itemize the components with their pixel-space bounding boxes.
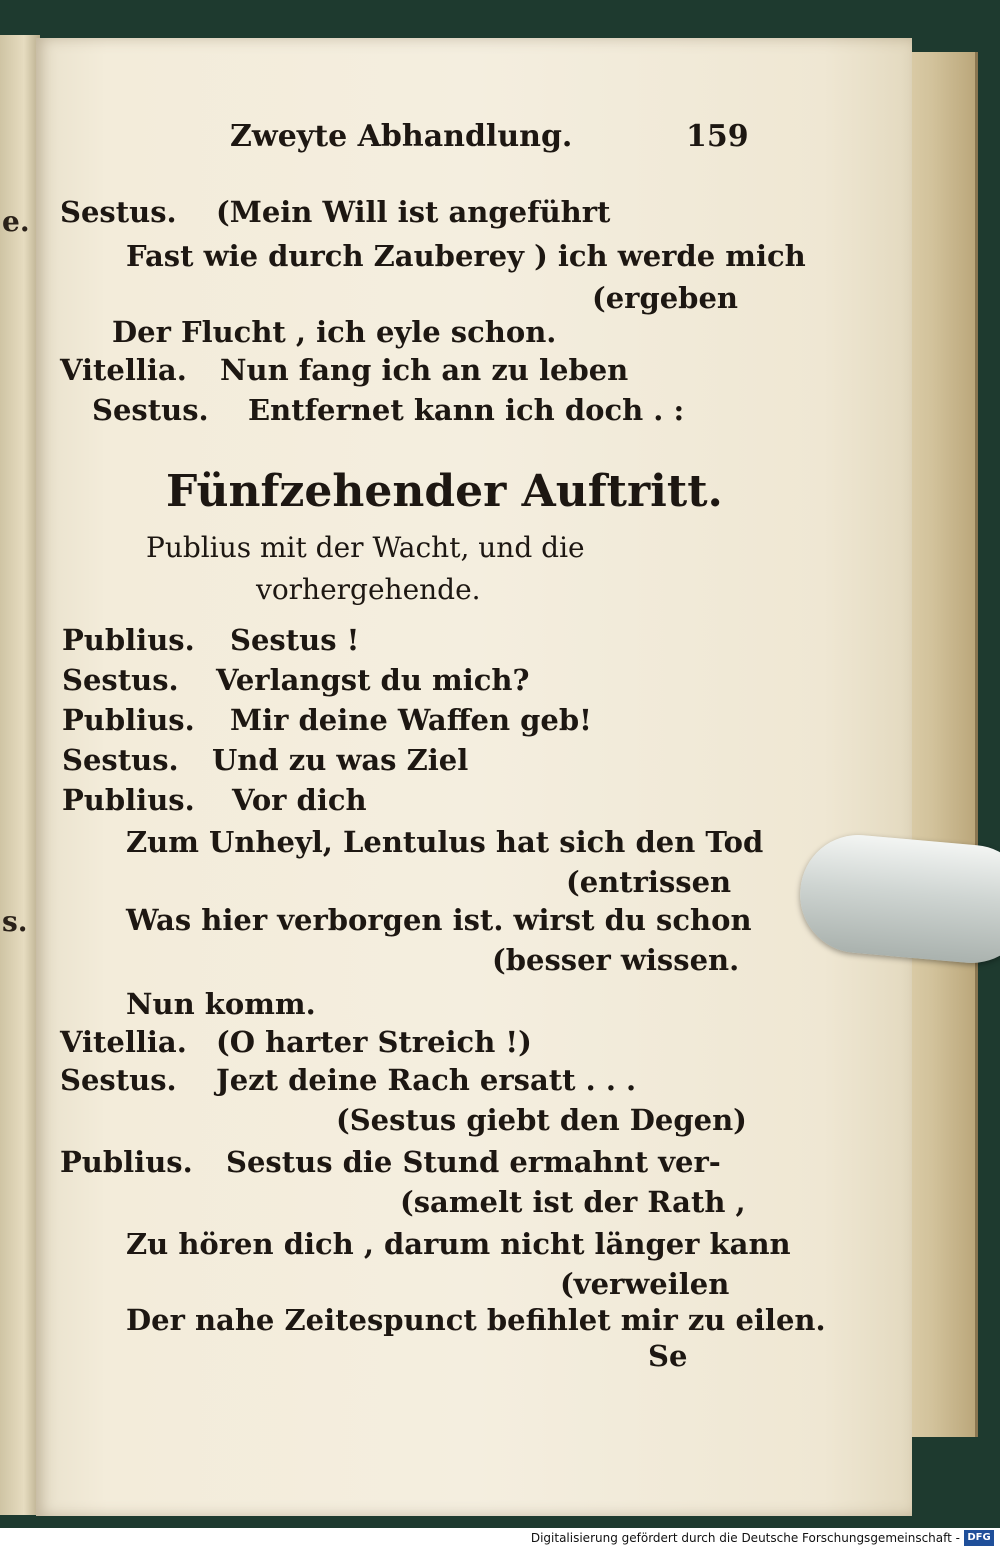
verse-line: Vor dich: [232, 783, 367, 817]
book-page: [36, 38, 912, 1516]
dfg-logo: DFG: [964, 1530, 994, 1546]
verse-line: Was hier verborgen ist. wirst du schon: [126, 903, 752, 937]
verse-continuation: (besser wissen.: [492, 943, 740, 977]
speaker-label: Vitellia.: [60, 353, 187, 387]
speaker-label: Publius.: [62, 783, 195, 817]
verse-line: Jezt deine Rach ersatt . . .: [216, 1063, 637, 1097]
speaker-label: Sestus.: [92, 393, 209, 427]
speaker-label: Sestus.: [60, 1063, 177, 1097]
running-title: Zweyte Abhandlung.: [230, 119, 573, 154]
verse-continuation: (verweilen: [560, 1267, 730, 1301]
scene-subtitle: Publius mit der Wacht, und die: [146, 531, 585, 564]
margin-mark: s.: [2, 905, 28, 938]
speaker-label: Publius.: [62, 703, 195, 737]
speaker-label: Sestus.: [62, 663, 179, 697]
page-number: 159: [686, 119, 749, 154]
verse-continuation: (entrissen: [566, 865, 732, 899]
speaker-label: Sestus.: [60, 195, 177, 229]
facing-page-edge: [0, 35, 40, 1515]
verse-continuation: (samelt ist der Rath ,: [400, 1185, 746, 1219]
catchword: Se: [648, 1339, 688, 1373]
verse-line: Sestus die Stund ermahnt ver-: [226, 1145, 721, 1179]
speaker-label: Publius.: [62, 623, 195, 657]
stage-direction: (Sestus giebt den Degen): [336, 1103, 747, 1137]
verse-continuation: (ergeben: [592, 281, 738, 315]
verse-line: Verlangst du mich?: [216, 663, 530, 697]
verse-line: Zu hören dich , darum nicht länger kann: [126, 1227, 791, 1261]
verse-line: Entfernet kann ich doch . :: [248, 393, 685, 427]
verse-line: (Mein Will ist angeführt: [216, 195, 611, 229]
verse-line: Mir deine Waffen geb!: [230, 703, 592, 737]
verse-line: (O harter Streich !): [216, 1025, 532, 1059]
speaker-label: Publius.: [60, 1145, 193, 1179]
margin-mark: e.: [2, 205, 30, 238]
verse-line: Und zu was Ziel: [212, 743, 469, 777]
verse-line: Fast wie durch Zauberey ) ich werde mich: [126, 239, 806, 273]
scene-subtitle: vorhergehende.: [256, 573, 481, 606]
verse-line: Nun fang ich an zu leben: [220, 353, 629, 387]
scene-title: Fünfzehender Auftritt.: [166, 466, 723, 517]
verse-line: Nun komm.: [126, 987, 316, 1021]
speaker-label: Sestus.: [62, 743, 179, 777]
verse-line: Sestus !: [230, 623, 360, 657]
speaker-label: Vitellia.: [60, 1025, 187, 1059]
verse-line: Zum Unheyl, Lentulus hat sich den Tod: [126, 825, 764, 859]
digitization-credit: Digitalisierung gefördert durch die Deutsche Forschungsgemeinschaft -: [530, 1531, 960, 1545]
verse-line: Der nahe Zeitespunct befihlet mir zu eilen.: [126, 1303, 826, 1337]
verse-line: Der Flucht , ich eyle schon.: [112, 315, 557, 349]
